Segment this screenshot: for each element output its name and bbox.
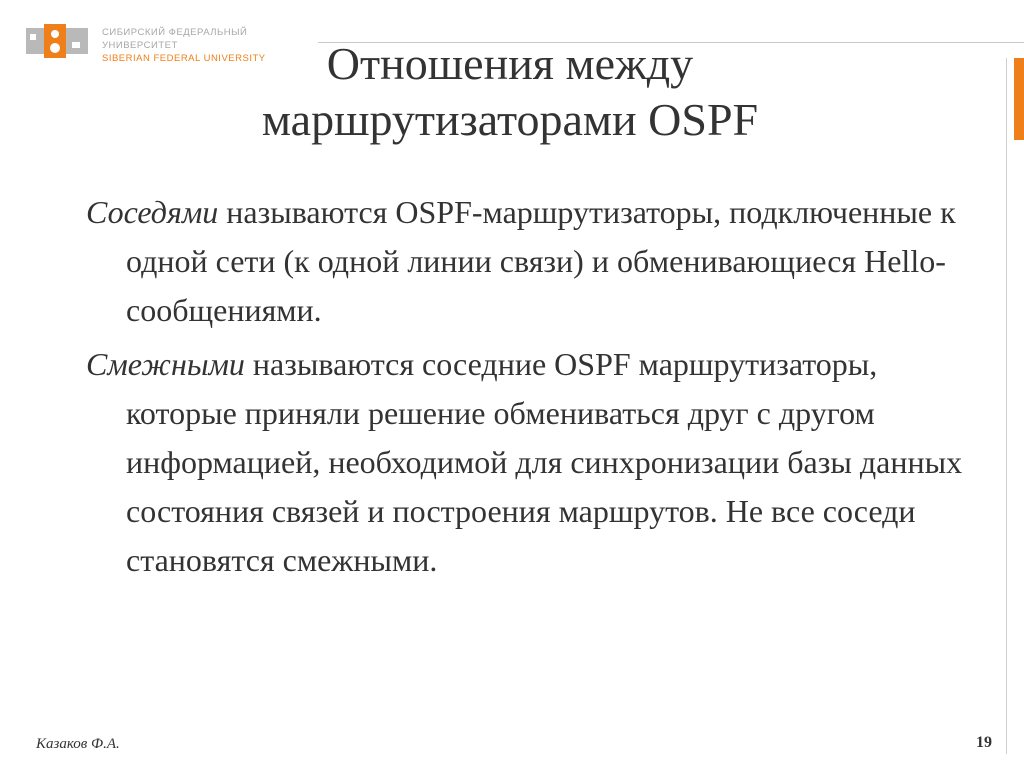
accent-bar (1014, 58, 1024, 140)
definition-term: Смежными (86, 346, 245, 382)
slide-title (150, 36, 870, 148)
slide-title-line-1: Отношения между (326, 38, 694, 89)
slide-title-line-2: маршрутизаторами OSPF (261, 94, 759, 145)
page-number: 19 (976, 734, 992, 751)
university-name-en: SIBERIAN FEDERAL UNIVERSITY (102, 53, 266, 64)
slide-body (86, 188, 986, 590)
definition-paragraph (86, 188, 986, 335)
right-divider (1006, 58, 1007, 754)
university-name-ru: СИБИРСКИЙ ФЕДЕРАЛЬНЫЙ УНИВЕРСИТЕТ (102, 27, 248, 51)
definition-text: называются OSPF-маршрутизаторы, подключенные к одной сети (к одной линии связи) и обменивающиеся Hello-сообщениями. (126, 194, 956, 328)
definition-term: Соседями (86, 194, 219, 230)
definition-text: называются соседние OSPF маршрутизаторы, которые приняли решение обмениваться друг с другом информацией, необходимой для синхронизации базы данных состояния связей и построения маршрутов. Не все соседи становятся смежными. (126, 346, 963, 578)
sfu-logo-icon (24, 22, 94, 60)
definition-paragraph (86, 340, 986, 585)
footer-author: Казаков Ф.А. (36, 736, 120, 752)
